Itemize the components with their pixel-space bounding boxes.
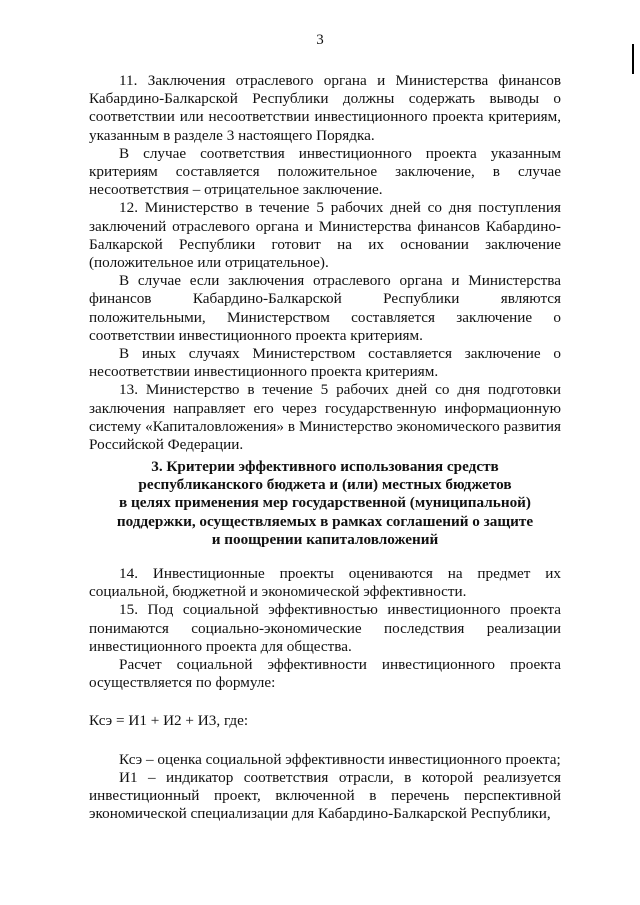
paragraph-12: 12. Министерство в течение 5 рабочих дней со дня поступления заключений отраслевого органа и Министерства финансов Кабардино-Балкарской Республики готовит на их основании заключение (положительное или отрицательное). bbox=[89, 199, 561, 272]
paragraph-13: 13. Министерство в течение 5 рабочих дней со дня подготовки заключения направляет его через государственную информационную систему «Капиталовложения» в Министерство экономического развития Российской Федерации. bbox=[89, 381, 561, 454]
section-b-text bbox=[89, 565, 561, 823]
formula: Ксэ = И1 + И2 + И3, где: bbox=[89, 712, 249, 730]
heading-line-3: в целях применения мер государственной (муниципальной) bbox=[119, 494, 531, 512]
heading-line-2: республиканского бюджета и (или) местных бюджетов bbox=[138, 476, 512, 494]
definition-kse: Ксэ – оценка социальной эффективности инвестиционного проекта; bbox=[119, 750, 561, 768]
heading-line-4: поддержки, осуществляемых в рамках соглашений о защите bbox=[116, 512, 534, 530]
section-a-text bbox=[89, 72, 561, 454]
paragraph-14: 14. Инвестиционные проекты оцениваются на предмет их социальной, бюджетной и экономической эффективности. bbox=[89, 565, 561, 601]
page-number: 3 bbox=[316, 32, 324, 48]
paragraph-11-outcome: В случае соответствия инвестиционного проекта указанным критериям составляется положительное заключение, в случае несоответствия – отрицательное заключение. bbox=[89, 144, 561, 199]
paragraph-calculation-intro: Расчет социальной эффективности инвестиционного проекта осуществляется по формуле: bbox=[89, 656, 561, 692]
heading-line-1: 3. Критерии эффективного использования средств bbox=[151, 458, 499, 475]
paragraph-12-negative: В иных случаях Министерством составляется заключение о несоответствии инвестиционного проекта критериям. bbox=[89, 345, 561, 381]
paragraph-15: 15. Под социальной эффективностью инвестиционного проекта понимаются социально-экономические последствия реализации инвестиционного проекта для общества. bbox=[89, 601, 561, 655]
paragraph-12-positive: В случае если заключения отраслевого органа и Министерства финансов Кабардино-Балкарской Республики являются положительными, Министерством составляется заключение о соответствии инвестиционного проекта критериям. bbox=[89, 272, 561, 344]
section-3-heading bbox=[89, 458, 561, 549]
scan-edge-mark bbox=[632, 44, 634, 74]
heading-line-5: и поощрении капиталовложений bbox=[211, 530, 439, 548]
definition-i1: И1 – индикатор соответствия отрасли, в которой реализуется инвестиционный проект, включенной в перечень перспективной экономической специализации для Кабардино-Балкарской Республики, bbox=[89, 768, 561, 823]
paragraph-11: 11. Заключения отраслевого органа и Министерства финансов Кабардино-Балкарской Республики должны содержать выводы о соответствии или несоответствии инвестиционного проекта критериям, указанным в разделе 3 настоящего Порядка. bbox=[89, 72, 561, 144]
